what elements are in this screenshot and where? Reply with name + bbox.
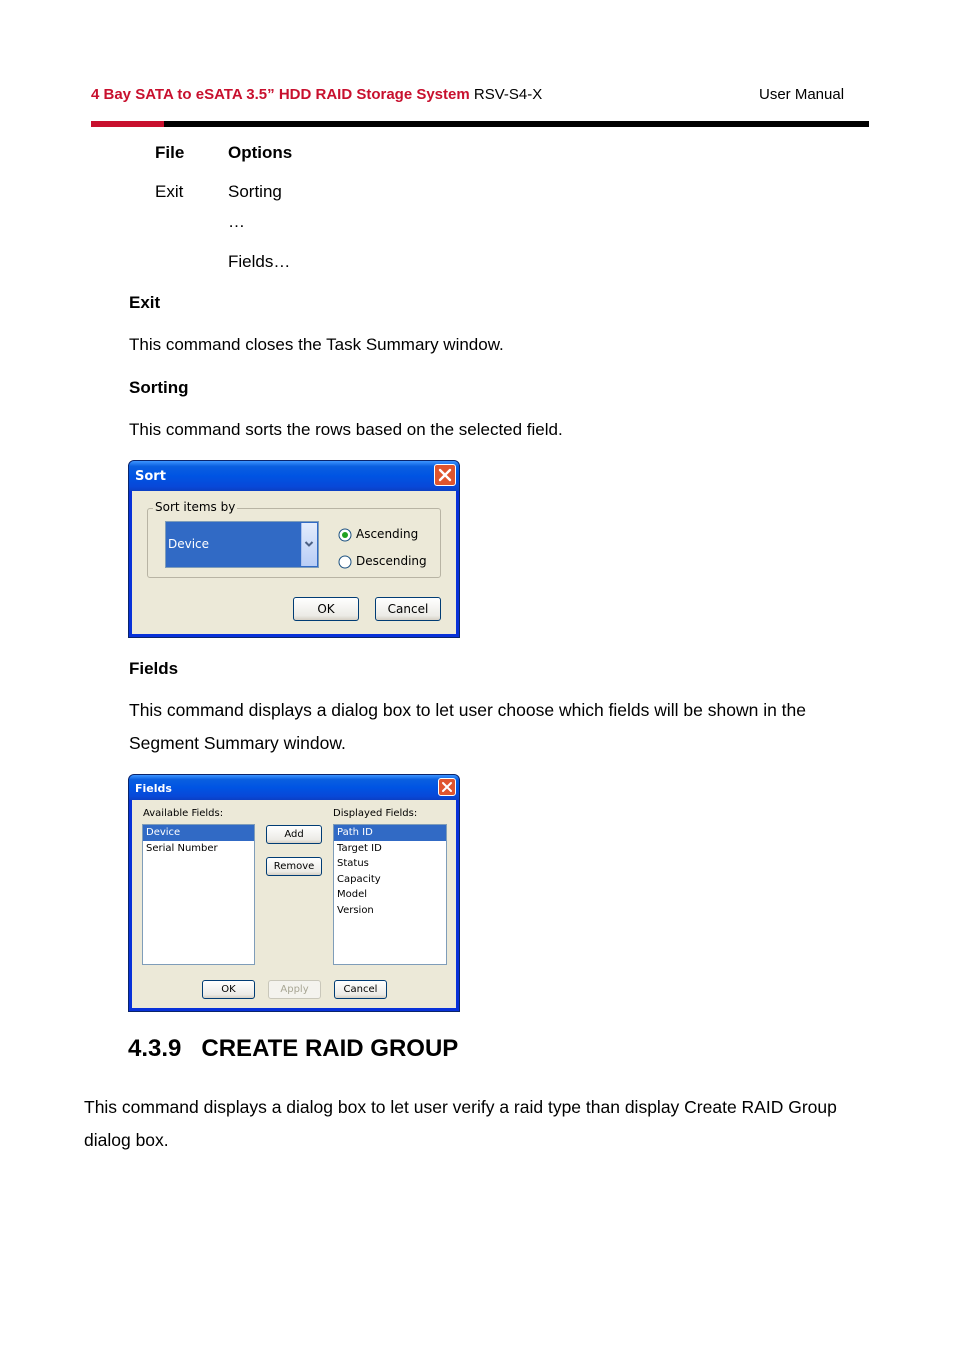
- descending-label: Descending: [356, 554, 427, 568]
- header-title: [91, 86, 542, 103]
- sorting-text: This command sorts the rows based on the selected field.: [129, 420, 563, 439]
- fields-dialog-title: Fields: [135, 782, 172, 795]
- menu-item-fields: Fields…: [228, 252, 291, 271]
- fields-dialog-titlebar: [129, 775, 459, 800]
- sort-cancel-label: Cancel: [387, 602, 429, 616]
- close-icon: [435, 465, 455, 485]
- menu-col-options: Options: [228, 143, 293, 162]
- list-item[interactable]: Device: [143, 825, 254, 841]
- header-rule: [164, 121, 869, 127]
- sort-group-label: Sort items by: [155, 500, 236, 514]
- fields-ok-label: OK: [221, 984, 236, 995]
- remove-button[interactable]: [266, 857, 322, 876]
- fields-cancel-button[interactable]: [334, 980, 387, 999]
- fields-dialog: [128, 774, 460, 1012]
- fields-text: This command displays a dialog box to let user choose which fields will be shown in the Segment Summary window.: [129, 700, 807, 753]
- menu-col-file: File: [155, 143, 185, 162]
- exit-heading: Exit: [129, 293, 161, 312]
- sort-field-value: Device: [168, 537, 210, 551]
- menu-item-ellipsis: …: [228, 212, 245, 231]
- product-name: 4 Bay SATA to eSATA 3.5” HDD RAID Storage System: [91, 86, 470, 103]
- add-button[interactable]: [266, 825, 322, 844]
- fields-cancel-label: Cancel: [343, 984, 378, 995]
- list-item[interactable]: Status: [337, 858, 369, 869]
- chevron-down-icon: [302, 523, 316, 566]
- displayed-fields-list[interactable]: [333, 824, 447, 965]
- menu-item-sorting: Sorting: [228, 182, 282, 201]
- section-heading: [128, 1035, 458, 1063]
- radio-checked-icon: [338, 528, 352, 542]
- apply-label: Apply: [280, 984, 309, 995]
- create-raid-text: This command displays a dialog box to let user verify a raid type than display Create RAID Group dialog box.: [84, 1097, 837, 1150]
- header-rule-accent: [91, 121, 164, 127]
- sort-dropdown-button[interactable]: [301, 523, 317, 566]
- available-fields-label: Available Fields:: [143, 808, 224, 819]
- ascending-label: Ascending: [356, 527, 419, 541]
- section-title: CREATE RAID GROUP: [201, 1035, 459, 1062]
- menu-item-exit: Exit: [155, 182, 184, 201]
- sorting-heading: Sorting: [129, 378, 189, 397]
- remove-label: Remove: [273, 861, 315, 872]
- displayed-fields-label: Displayed Fields:: [333, 808, 418, 819]
- sort-dialog-titlebar: [129, 461, 459, 491]
- manual-label: User Manual: [759, 86, 845, 103]
- fields-ok-button[interactable]: [202, 980, 255, 999]
- add-label: Add: [284, 829, 304, 840]
- radio-unchecked-icon: [338, 555, 352, 569]
- list-item[interactable]: Version: [337, 904, 374, 916]
- close-icon: [439, 779, 455, 795]
- close-button[interactable]: [438, 778, 456, 796]
- sort-dialog: [128, 460, 460, 638]
- list-item[interactable]: Target ID: [337, 842, 382, 854]
- sort-ok-label: OK: [317, 602, 335, 616]
- section-number: 4.3.9: [128, 1035, 182, 1062]
- close-button[interactable]: [434, 464, 456, 486]
- list-item[interactable]: Serial Number: [146, 842, 218, 854]
- sort-dialog-title: Sort: [135, 469, 166, 484]
- exit-text: This command closes the Task Summary window.: [129, 335, 504, 354]
- sort-cancel-button[interactable]: [375, 597, 441, 621]
- sort-ok-button[interactable]: [293, 597, 359, 621]
- fields-heading: Fields: [129, 659, 179, 678]
- list-item[interactable]: Model: [337, 889, 368, 900]
- apply-button[interactable]: [268, 980, 321, 999]
- available-fields-list[interactable]: [142, 824, 255, 965]
- list-item[interactable]: Capacity: [337, 873, 381, 885]
- model-number: RSV-S4-X: [473, 86, 543, 103]
- descending-radio[interactable]: [338, 554, 448, 570]
- sort-dialog-client: [132, 491, 456, 634]
- ascending-radio[interactable]: [338, 527, 448, 543]
- list-item[interactable]: Path ID: [334, 825, 446, 841]
- fields-dialog-client: [132, 800, 456, 1008]
- sort-field-select[interactable]: [165, 521, 319, 568]
